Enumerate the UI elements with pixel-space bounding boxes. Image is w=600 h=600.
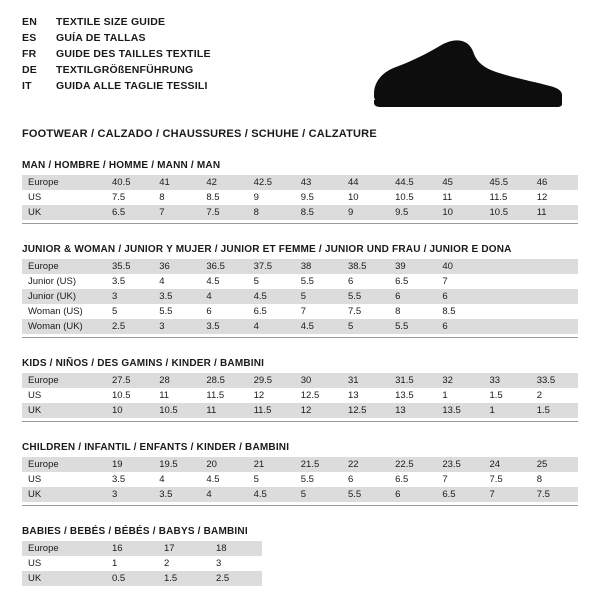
cell: 38.5 — [342, 259, 389, 274]
cell: 5.5 — [153, 304, 200, 319]
cell: 4 — [200, 289, 247, 304]
cell: 12.5 — [295, 388, 342, 403]
cell: 0.5 — [106, 571, 158, 586]
cell: 31.5 — [389, 373, 436, 388]
cell: 10 — [106, 403, 153, 418]
cell: 3.5 — [106, 472, 153, 487]
cell: 10.5 — [389, 190, 436, 205]
cell: 33.5 — [531, 373, 578, 388]
cell — [531, 274, 578, 289]
table-row — [22, 274, 578, 289]
language-title-list — [22, 16, 211, 96]
cell: 6.5 — [389, 274, 436, 289]
cell: 31 — [342, 373, 389, 388]
row-label: Woman (UK) — [22, 319, 106, 334]
cell: 3 — [153, 319, 200, 334]
table-row — [22, 304, 578, 319]
cell: 36.5 — [200, 259, 247, 274]
table-row — [22, 571, 262, 586]
cell: 8 — [248, 205, 295, 220]
cell: 2 — [531, 388, 578, 403]
table-row — [22, 403, 578, 418]
cell: 1.5 — [531, 403, 578, 418]
language-row — [22, 80, 211, 96]
divider — [22, 337, 578, 338]
row-label: Junior (US) — [22, 274, 106, 289]
section-title: CHILDREN / INFANTIL / ENFANTS / KINDER / BAMBINI — [22, 442, 290, 453]
language-row — [22, 32, 211, 48]
cell: 5.5 — [342, 289, 389, 304]
row-label: Europe — [22, 541, 106, 556]
section-junior-woman — [22, 244, 578, 338]
cell: 6 — [389, 487, 436, 502]
row-label: US — [22, 388, 106, 403]
language-row — [22, 16, 211, 32]
cell: 3.5 — [200, 319, 247, 334]
divider — [22, 505, 578, 506]
cell: 11 — [200, 403, 247, 418]
cell: 19.5 — [153, 457, 200, 472]
cell: 29.5 — [248, 373, 295, 388]
row-label: UK — [22, 403, 106, 418]
cell: 8.5 — [295, 205, 342, 220]
page-header — [22, 16, 578, 114]
cell: 9 — [248, 190, 295, 205]
cell: 3 — [106, 289, 153, 304]
section-title: MAN / HOMBRE / HOMME / MANN / MAN — [22, 160, 221, 171]
cell: 4.5 — [248, 487, 295, 502]
cell: 1.5 — [484, 388, 531, 403]
cell: 12 — [295, 403, 342, 418]
cell: 7.5 — [342, 304, 389, 319]
row-label: US — [22, 190, 106, 205]
cell: 30 — [295, 373, 342, 388]
cell — [531, 304, 578, 319]
table-row — [22, 190, 578, 205]
cell — [484, 304, 531, 319]
cell: 8 — [389, 304, 436, 319]
cell: 2 — [158, 556, 210, 571]
section-title: KIDS / NIÑOS / DES GAMINS / KINDER / BAMBINI — [22, 358, 265, 369]
cell: 13.5 — [436, 403, 483, 418]
size-table — [22, 175, 578, 220]
cell: 1 — [484, 403, 531, 418]
footwear-title: FOOTWEAR / CALZADO / CHAUSSURES / SCHUHE / CALZATURE — [22, 128, 377, 140]
cell: 6.5 — [389, 472, 436, 487]
language-code: IT — [22, 80, 32, 92]
cell: 7.5 — [531, 487, 578, 502]
cell: 2.5 — [106, 319, 153, 334]
dress-shoe-icon — [368, 34, 568, 114]
cell: 42.5 — [248, 175, 295, 190]
cell: 1.5 — [158, 571, 210, 586]
divider — [22, 223, 578, 224]
cell: 9 — [342, 205, 389, 220]
cell: 6 — [200, 304, 247, 319]
cell: 16 — [106, 541, 158, 556]
cell: 10.5 — [484, 205, 531, 220]
cell: 3 — [210, 556, 262, 571]
cell — [484, 274, 531, 289]
cell: 11.5 — [200, 388, 247, 403]
cell: 18 — [210, 541, 262, 556]
table-row — [22, 472, 578, 487]
cell: 11.5 — [484, 190, 531, 205]
cell: 32 — [436, 373, 483, 388]
cell: 12 — [531, 190, 578, 205]
cell: 3.5 — [153, 487, 200, 502]
cell: 6.5 — [248, 304, 295, 319]
cell: 21.5 — [295, 457, 342, 472]
size-table — [22, 457, 578, 502]
cell: 24 — [484, 457, 531, 472]
cell: 7.5 — [200, 205, 247, 220]
cell: 28 — [153, 373, 200, 388]
cell: 10.5 — [153, 403, 200, 418]
divider — [22, 421, 578, 422]
language-label: GUIDA ALLE TAGLIE TESSILI — [56, 80, 208, 92]
cell: 7.5 — [106, 190, 153, 205]
table-row — [22, 457, 578, 472]
cell: 4 — [153, 472, 200, 487]
cell: 3.5 — [153, 289, 200, 304]
section-children — [22, 442, 578, 506]
cell: 5 — [248, 472, 295, 487]
cell: 6 — [389, 289, 436, 304]
cell: 45 — [436, 175, 483, 190]
language-code: FR — [22, 48, 37, 60]
language-code: EN — [22, 16, 37, 28]
cell: 5.5 — [295, 274, 342, 289]
cell: 4.5 — [248, 289, 295, 304]
cell: 38 — [295, 259, 342, 274]
cell: 8 — [153, 190, 200, 205]
cell: 1 — [106, 556, 158, 571]
cell: 5.5 — [389, 319, 436, 334]
table-row — [22, 373, 578, 388]
cell: 6 — [342, 472, 389, 487]
row-label: UK — [22, 487, 106, 502]
size-table — [22, 259, 578, 334]
cell: 7 — [436, 472, 483, 487]
row-label: Europe — [22, 175, 106, 190]
cell: 8 — [531, 472, 578, 487]
cell: 5 — [295, 289, 342, 304]
cell: 6 — [436, 319, 483, 334]
table-row — [22, 388, 578, 403]
cell: 40.5 — [106, 175, 153, 190]
language-label: GUÍA DE TALLAS — [56, 32, 146, 44]
cell: 7 — [295, 304, 342, 319]
cell: 3 — [106, 487, 153, 502]
cell: 13.5 — [389, 388, 436, 403]
language-code: ES — [22, 32, 37, 44]
cell: 35.5 — [106, 259, 153, 274]
row-label: Europe — [22, 259, 106, 274]
cell: 9.5 — [389, 205, 436, 220]
cell: 11.5 — [248, 403, 295, 418]
cell: 4 — [248, 319, 295, 334]
cell: 11 — [436, 190, 483, 205]
cell: 19 — [106, 457, 153, 472]
cell: 10 — [436, 205, 483, 220]
cell: 3.5 — [106, 274, 153, 289]
cell: 23.5 — [436, 457, 483, 472]
cell: 6 — [342, 274, 389, 289]
cell: 5 — [248, 274, 295, 289]
table-row — [22, 541, 262, 556]
table-row — [22, 205, 578, 220]
cell: 36 — [153, 259, 200, 274]
cell: 6.5 — [106, 205, 153, 220]
language-row — [22, 64, 211, 80]
cell — [531, 319, 578, 334]
cell: 4.5 — [200, 274, 247, 289]
cell — [484, 259, 531, 274]
cell: 33 — [484, 373, 531, 388]
cell: 6 — [436, 289, 483, 304]
row-label: Junior (UK) — [22, 289, 106, 304]
cell — [531, 259, 578, 274]
cell — [484, 319, 531, 334]
cell: 22 — [342, 457, 389, 472]
cell: 7 — [484, 487, 531, 502]
language-label: GUIDE DES TAILLES TEXTILE — [56, 48, 211, 60]
size-table — [22, 541, 262, 586]
cell: 22.5 — [389, 457, 436, 472]
cell: 20 — [200, 457, 247, 472]
language-code: DE — [22, 64, 37, 76]
cell: 27.5 — [106, 373, 153, 388]
cell: 43 — [295, 175, 342, 190]
cell: 7 — [436, 274, 483, 289]
cell: 37.5 — [248, 259, 295, 274]
language-title-body — [22, 16, 211, 96]
cell: 44 — [342, 175, 389, 190]
cell: 11 — [531, 205, 578, 220]
cell: 7.5 — [484, 472, 531, 487]
section-title: BABIES / BEBÉS / BÉBÉS / BABYS / BAMBINI — [22, 526, 248, 537]
cell: 4.5 — [200, 472, 247, 487]
row-label: US — [22, 472, 106, 487]
cell: 7 — [153, 205, 200, 220]
cell: 39 — [389, 259, 436, 274]
row-label: Europe — [22, 457, 106, 472]
cell — [484, 289, 531, 304]
cell: 10.5 — [106, 388, 153, 403]
language-label: TEXTILGRÖßENFÜHRUNG — [56, 64, 194, 76]
cell: 45.5 — [484, 175, 531, 190]
section-babies — [22, 526, 578, 586]
cell: 6.5 — [436, 487, 483, 502]
cell — [531, 289, 578, 304]
cell: 5 — [295, 487, 342, 502]
row-label: UK — [22, 205, 106, 220]
cell: 42 — [200, 175, 247, 190]
cell: 10 — [342, 190, 389, 205]
cell: 25 — [531, 457, 578, 472]
cell: 9.5 — [295, 190, 342, 205]
table-row — [22, 175, 578, 190]
cell: 21 — [248, 457, 295, 472]
table-row — [22, 556, 262, 571]
cell: 40 — [436, 259, 483, 274]
table-row — [22, 319, 578, 334]
section-kids — [22, 358, 578, 422]
cell: 5.5 — [295, 472, 342, 487]
cell: 5.5 — [342, 487, 389, 502]
cell: 4.5 — [295, 319, 342, 334]
row-label: US — [22, 556, 106, 571]
cell: 11 — [153, 388, 200, 403]
cell: 4 — [200, 487, 247, 502]
cell: 2.5 — [210, 571, 262, 586]
cell: 4 — [153, 274, 200, 289]
cell: 28.5 — [200, 373, 247, 388]
cell: 12 — [248, 388, 295, 403]
section-title: JUNIOR & WOMAN / JUNIOR Y MUJER / JUNIOR ET FEMME / JUNIOR UND FRAU / JUNIOR E DONA — [22, 244, 512, 255]
cell: 5 — [342, 319, 389, 334]
language-label: TEXTILE SIZE GUIDE — [56, 16, 166, 28]
section-man — [22, 160, 578, 224]
size-table — [22, 373, 578, 418]
cell: 41 — [153, 175, 200, 190]
cell: 13 — [342, 388, 389, 403]
cell: 1 — [436, 388, 483, 403]
cell: 46 — [531, 175, 578, 190]
cell: 44.5 — [389, 175, 436, 190]
table-row — [22, 487, 578, 502]
cell: 8.5 — [436, 304, 483, 319]
table-row — [22, 259, 578, 274]
cell: 17 — [158, 541, 210, 556]
language-row — [22, 48, 211, 64]
table-row — [22, 289, 578, 304]
cell: 13 — [389, 403, 436, 418]
row-label: Europe — [22, 373, 106, 388]
row-label: Woman (US) — [22, 304, 106, 319]
cell: 8.5 — [200, 190, 247, 205]
cell: 12.5 — [342, 403, 389, 418]
cell: 5 — [106, 304, 153, 319]
row-label: UK — [22, 571, 106, 586]
